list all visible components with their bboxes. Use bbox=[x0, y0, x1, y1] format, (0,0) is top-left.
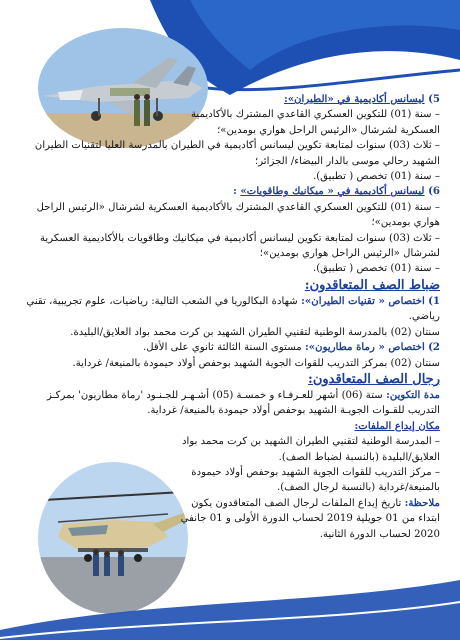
files-item: – مركز التدريب للقوات الجوية الشهيد بوحفص أولاد حيمودة بالمنيعة/غرداية (بالنسبة لرجال الصف). bbox=[191, 466, 440, 494]
nco-heading-text: ضباط الصف المتعاقدون: bbox=[304, 277, 440, 293]
files-item: – المدرسة الوطنية لتقنيي الطيران الشهيد بن كرت محمد بواد العلايق/البليدة (بالنسبة لضباط الصف). bbox=[181, 436, 440, 463]
enlisted-heading-text: رجال الصف المتعاقدون: bbox=[308, 371, 440, 387]
section-5-item: – سنة (01) للتكوين العسكري القاعدي المشترك بالأكاديمية العسكرية لشرشال «الرئيس الراحل هواري بومدين»؛ bbox=[190, 109, 440, 136]
note-text: تاريخ إيداع الملفات لرجال الصف المتعاقدون يكون ابتداء من 01 جويلية 2019 لحساب الدورة الأولى و 01 جانفي 2020 لحساب الدورة الثانية. bbox=[180, 497, 440, 540]
section-5-item: – سنة (01) تخصص ( تطبيق). bbox=[312, 171, 440, 183]
section-6-title: ليسانس أكاديمية في « ميكانيك وطاقويات» bbox=[240, 185, 425, 198]
section-6-colon: : bbox=[233, 185, 237, 198]
training-duration-text: ستة (06) أشهر للعـرفـاء و خمسـة (05) أشـهـر للجـنـود 'رماة مطاريون' بمركـز التدريب للقـوات الجويـة الشهيد بوحفص أولاد حيمودة بالمنيعة/ غرداية. bbox=[47, 389, 440, 417]
section-5-number: 5) bbox=[428, 93, 440, 105]
bottom-decorative-wave bbox=[0, 560, 460, 640]
nco-item-2-label: اختصاص « رماة مطاريون»: bbox=[305, 341, 425, 354]
note bbox=[172, 496, 440, 542]
nco-item-1-number: 1) bbox=[428, 294, 440, 307]
enlisted-heading bbox=[22, 371, 440, 388]
section-5-item: – ثلاث (03) سنوات لمتابعة تكوين ليسانس أكاديمية في الطيران بالمدرسة العليا لتقنيات الطيران الشهيد رحالي موسى بالدار البيضاء/ الجزائر؛ bbox=[34, 140, 440, 167]
nco-item-1-detail: سنتان (02) بالمدرسة الوطنية لتقنيي الطيران الشهيد بن كرت محمد بواد العلايق/البليدة. bbox=[70, 326, 440, 338]
nco-item-aviation bbox=[22, 294, 440, 325]
training-duration-label: مدة التكوين: bbox=[386, 388, 440, 401]
nco-item-2-number: 2) bbox=[428, 341, 440, 354]
note-label: ملاحظة: bbox=[404, 496, 440, 509]
nco-item-gunners bbox=[22, 340, 440, 355]
section-6-item: – ثلاث (03) سنوات لمتابعة تكوين ليسانس أكاديمية في ميكانيك وطاقويات بالأكاديمية العسكرية لشرشال «الرئيس الراحل هواري بومدين»؛ bbox=[39, 232, 440, 260]
nco-item-1-text: شهادة البكالوريا في الشعب التالية: رياضيات، علوم تجريبية، تقني رياضي. bbox=[26, 295, 440, 323]
nco-item-1-label: اختصاص « تقنيات الطيران»: bbox=[301, 294, 425, 307]
files-block bbox=[172, 419, 440, 542]
nco-item-2-text: مستوى السنة الثالثة ثانوي على الأقل. bbox=[142, 342, 302, 354]
nco-item-2-detail: سنتان (02) بمركز التدريب للقوات الجوية الشهيد بوحفص أولاد حيمودة بالمنيعة/ غرداية. bbox=[72, 357, 440, 369]
section-6-item: – سنة (01) تخصص ( تطبيق). bbox=[312, 263, 440, 275]
section-6-heading bbox=[22, 184, 440, 199]
section-5-heading bbox=[172, 92, 440, 107]
section-5-title: ليسانس أكاديمية في «الطيران»: bbox=[283, 93, 425, 105]
section-6-number: 6) bbox=[428, 185, 440, 198]
document-text bbox=[22, 92, 440, 542]
nco-heading bbox=[22, 277, 440, 294]
training-duration bbox=[22, 388, 440, 419]
files-heading: مكان إيداع الملفات: bbox=[354, 419, 440, 432]
section-6-item: – سنة (01) للتكوين العسكري القاعدي المشترك بالأكاديمية العسكرية لشرشال «الرئيس الراحل هواري بومدين»؛ bbox=[36, 201, 440, 229]
section-aviation-license bbox=[172, 92, 440, 138]
